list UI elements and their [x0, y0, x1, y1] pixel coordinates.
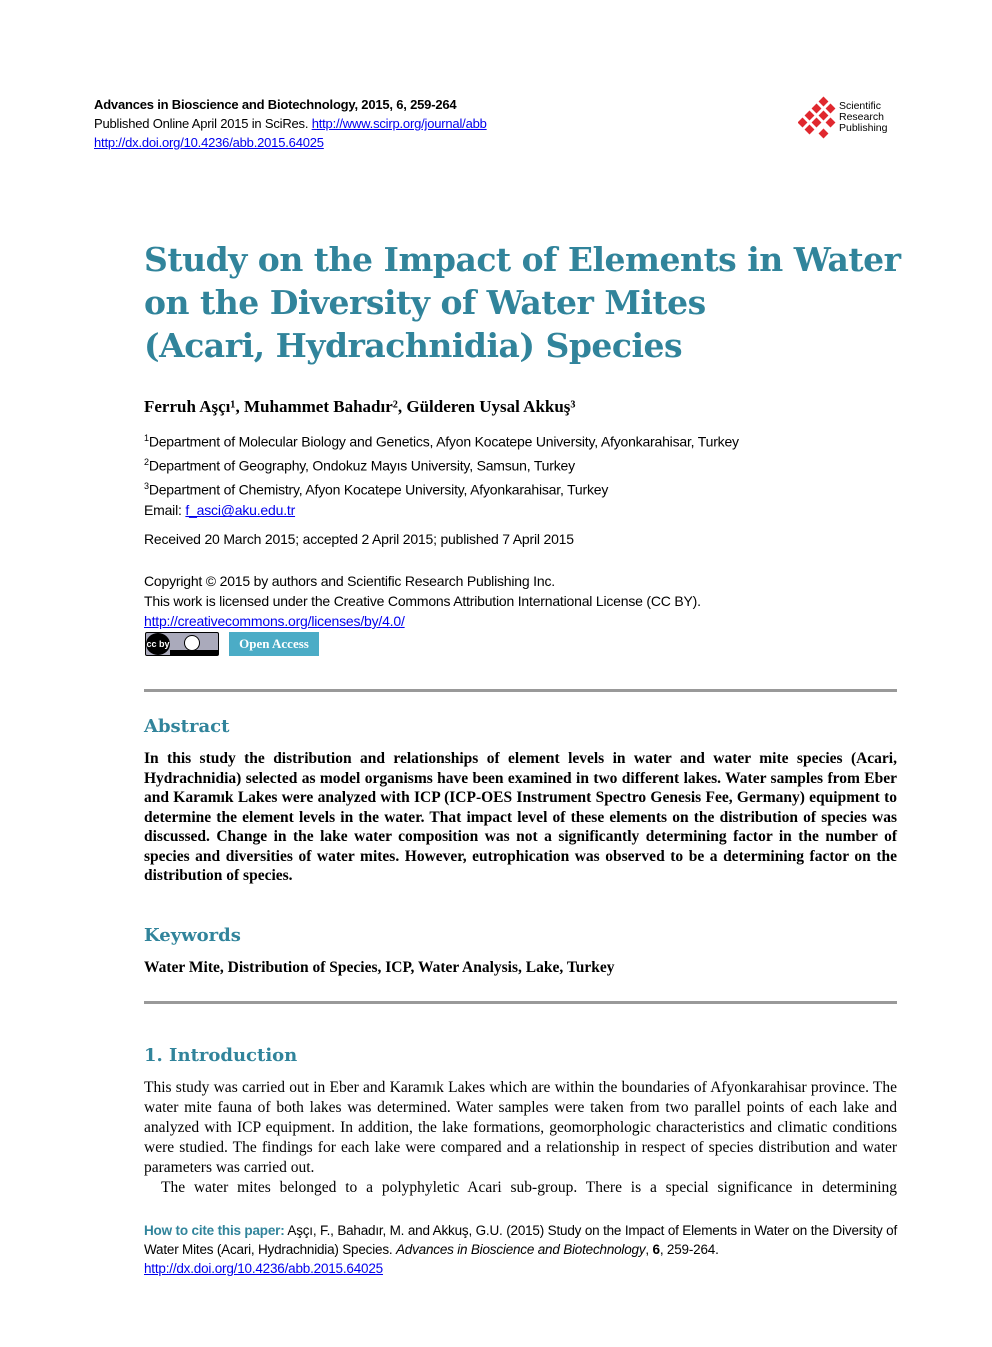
email-link[interactable]: f_asci@aku.edu.tr [185, 502, 296, 519]
cite-label: How to cite this paper: [144, 1223, 285, 1238]
license-text: This work is licensed under the Creative Commons Attribution International License (CC BY). [144, 593, 701, 609]
logo-text: Research [839, 111, 884, 123]
license-link[interactable]: http://creativecommons.org/licenses/by/4.0/ [144, 613, 405, 629]
published-online: Published Online April 2015 in SciRes. [94, 116, 309, 131]
cc-by-badge[interactable] [145, 632, 219, 656]
paper-title [144, 238, 904, 367]
title-line: (Acari, Hydrachnidia) Species [144, 326, 683, 365]
abstract-text: In this study the distribution and relationships of element levels in water and water mite species (Acari, Hydrachnidia) selected as model organisms have been examined in two different lakes. Water samples from Eber and Karamık Lakes were analyzed with ICP (ICP-OES Instrument Spectro Genesis Fee, Germany) equipment to determine the element levels in the water. That impact level of these elements on the distribution of species was discussed. Change in the lake water composition was not a significantly determining factor in the number of species and diversities of water mites. However, eutrophication was observed to be a determining factor on the distribution of species. [144, 750, 897, 884]
journal-header [94, 95, 487, 152]
cite-doi-link[interactable]: http://dx.doi.org/10.4236/abb.2015.64025 [144, 1261, 383, 1276]
divider [144, 689, 897, 692]
logo-diamonds-icon [798, 96, 840, 140]
affiliation: $^2$Department of Geography, Ondokuz Mayıs University, Samsun, Turkey [144, 457, 575, 474]
scirp-logo [798, 96, 888, 145]
intro-paragraph: The water mites belonged to a polyphyletic Acari sub-group. There is a special significance in determining [161, 1179, 897, 1196]
doi-link[interactable]: http://dx.doi.org/10.4236/abb.2015.64025 [94, 135, 324, 150]
affiliation: $^3$Department of Chemistry, Afyon Kocatepe University, Afyonkarahisar, Turkey [144, 481, 609, 498]
authors: Ferruh Aşçı¹, Muhammet Bahadır², Gülderen Uysal Akkuş³ [144, 397, 576, 416]
logo-text: Publishing [839, 122, 888, 134]
title-line: on the Diversity of Water Mites [144, 283, 706, 322]
dates: Received 20 March 2015; accepted 2 April 2015; published 7 April 2015 [144, 531, 574, 547]
attribution-icon [184, 635, 200, 651]
affiliations [144, 428, 739, 521]
abstract-heading: Abstract [144, 716, 230, 737]
email-label: Email: [144, 502, 186, 519]
affiliation: $^1$Department of Molecular Biology and Genetics, Afyon Kocatepe University, Afyonkarahisar, Turkey [144, 433, 739, 450]
divider [144, 1001, 897, 1004]
intro-heading: 1. Introduction [144, 1045, 298, 1066]
title-line: Study on the Impact of Elements in Water [144, 240, 901, 279]
keywords-heading: Keywords [144, 925, 241, 946]
journal-link[interactable]: http://www.scirp.org/journal/abb [311, 116, 487, 131]
license-block [144, 571, 701, 631]
cc-icon: cc by [146, 633, 170, 655]
keywords: Water Mite, Distribution of Species, ICP, Water Analysis, Lake, Turkey [144, 959, 615, 976]
intro-paragraph: This study was carried out in Eber and Karamık Lakes which are within the boundaries of Afyonkarahisar province. The water mite fauna of both lakes was determined. Water samples were taken from two parallel points of each lake and analyzed with ICP equipment. In addition, the lake formations, geomorphologic characteristics and climatic conditions were studied. The findings for each lake were compared and a relationship in respect of species distribution and water parameters was carried out. [144, 1079, 897, 1176]
copyright: Copyright © 2015 by authors and Scientific Research Publishing Inc. [144, 573, 555, 589]
journal-citation: Advances in Bioscience and Biotechnology, 2015, 6, 259-264 [94, 97, 457, 112]
logo-text: Scientific [839, 100, 882, 112]
how-to-cite: How to cite this paper: Aşçı, F., Bahadır, M. and Akkuş, G.U. (2015) Study on the Impact of Elements in Water on the Diversity of Water Mites (Acari, Hydrachnidia) Species. Advances in Bioscience and Biotechnology, 6, 259-264. http://dx.doi.org/10.4236/abb.2015.64025 [144, 1223, 897, 1276]
open-access-badge: Open Access [229, 632, 319, 656]
